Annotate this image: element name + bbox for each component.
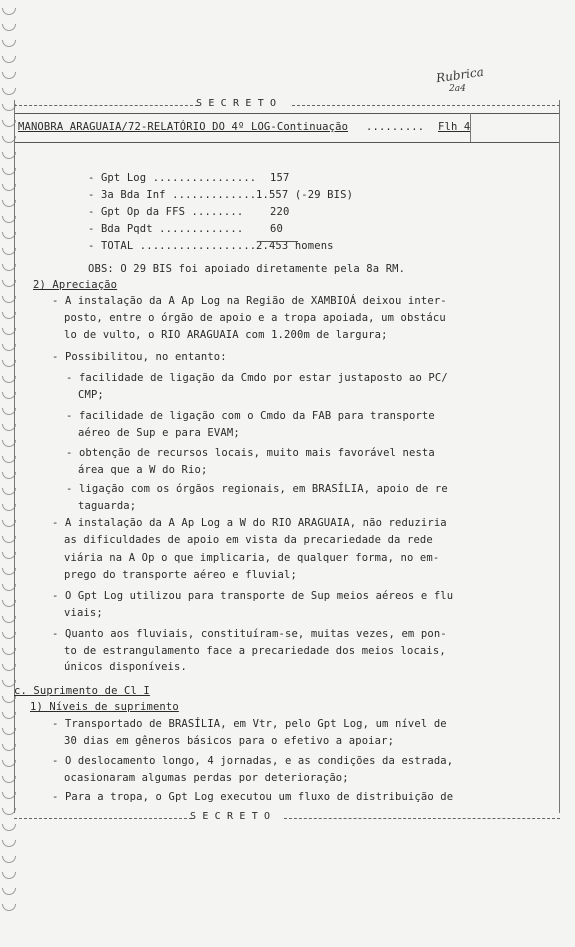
total-underline: [258, 241, 298, 242]
body-text-line: - facilidade de ligação com o Cmdo da FAB para transporte: [66, 410, 435, 422]
body-text-line: - Para a tropa, o Gpt Log executou um fluxo de distribuição de: [52, 791, 454, 803]
body-text-line: - obtenção de recursos locais, muito mais favorável nesta: [66, 447, 435, 459]
frame-left-rule: [14, 100, 15, 813]
body-text-line: - O deslocamento longo, 4 jornadas, e as condições da estrada,: [52, 755, 454, 767]
handwritten-note: 2a4: [449, 84, 466, 94]
subheading-niveis: 1) Níveis de suprimento: [30, 701, 179, 713]
secret-label-bottom: S E C R E T O: [190, 811, 271, 822]
body-text-line: CMP;: [78, 389, 104, 401]
obs-note: OBS: O 29 BIS foi apoiado diretamente pela 8a RM.: [88, 263, 406, 275]
body-text-line: 30 dias em gêneros básicos para o efetivo a apoiar;: [64, 735, 395, 747]
body-text-line: lo de vulto, o RIO ARAGUAIA com 1.200m de largura;: [64, 329, 388, 341]
secret-rule-left: [14, 105, 198, 106]
secret-rule-bottom-right: [284, 818, 560, 819]
binder-hole-icon: [2, 8, 16, 15]
binder-hole-icon: [2, 24, 16, 31]
secret-rule-bottom-left: [14, 818, 192, 819]
binder-hole-icon: [2, 56, 16, 63]
body-text-line: - Quanto aos fluviais, constituíram-se, muitas vezes, em pon-: [52, 628, 447, 640]
body-text-line: - A instalação da A Ap Log na Região de XAMBIOÁ deixou inter-: [52, 295, 447, 307]
body-text-line: - ligação com os órgãos regionais, em BRASÍLIA, apoio de re: [66, 483, 448, 495]
body-text-line: - Possibilitou, no entanto:: [52, 351, 227, 363]
effective-value: 60: [270, 223, 283, 235]
body-text-line: to de estrangulamento face a precariedade dos meios locais,: [64, 645, 446, 657]
effective-label: - TOTAL ..................: [88, 240, 257, 252]
effective-value: 220: [270, 206, 290, 218]
secret-rule-right: [292, 105, 560, 106]
frame-right-rule: [559, 100, 560, 813]
section-heading-suprimento: c. Suprimento de Cl I: [14, 685, 150, 697]
effective-label: - Gpt Op da FFS ........: [88, 206, 244, 218]
header-top-rule: [14, 113, 559, 114]
body-text-line: área que a W do Rio;: [78, 464, 208, 476]
body-text-line: posto, entre o órgão de apoio e a tropa apoiada, um obstácu: [64, 312, 446, 324]
binder-hole-icon: [2, 72, 16, 79]
binder-hole-icon: [2, 824, 16, 831]
folio-number: Flh 4: [438, 121, 471, 133]
binder-hole-icon: [2, 40, 16, 47]
body-text-line: aéreo de Sup e para EVAM;: [78, 427, 240, 439]
body-text-line: - facilidade de ligação da Cmdo por estar justaposto ao PC/: [66, 372, 448, 384]
body-text-line: únicos disponíveis.: [64, 661, 187, 673]
effective-value: 157: [270, 172, 290, 184]
effective-label: - 3a Bda Inf .............: [88, 189, 257, 201]
body-text-line: as dificuldades de apoio em vista da precariedade da rede: [64, 534, 433, 546]
header-bottom-rule: [14, 142, 559, 143]
body-text-line: viária na A Op o que implicaria, de qualquer forma, no em-: [64, 552, 440, 564]
body-text-line: ocasionaram algumas perdas por deterioração;: [64, 772, 349, 784]
body-text-line: - O Gpt Log utilizou para transporte de Sup meios aéreos e flu: [52, 590, 454, 602]
secret-label-top: S E C R E T O: [196, 98, 277, 109]
body-text-line: - Transportado de BRASÍLIA, em Vtr, pelo Gpt Log, um nível de: [52, 718, 447, 730]
binder-hole-icon: [2, 856, 16, 863]
effective-value: 2.453 homens: [256, 240, 334, 252]
section-heading-apreciacao: 2) Apreciação: [33, 279, 118, 291]
body-text-line: - A instalação da A Ap Log a W do RIO ARAGUAIA, não reduziria: [52, 517, 447, 529]
binder-hole-icon: [2, 840, 16, 847]
handwritten-signature: Rubrica: [435, 64, 485, 86]
binder-hole-icon: [2, 88, 16, 95]
binder-hole-icon: [2, 904, 16, 911]
effective-label: - Gpt Log ................: [88, 172, 257, 184]
binder-hole-icon: [2, 872, 16, 879]
body-text-line: taguarda;: [78, 500, 137, 512]
title-leader: .........: [366, 121, 425, 133]
folio-divider: [470, 113, 471, 142]
binder-holes: [2, 8, 18, 908]
body-text-line: prego do transporte aéreo e fluvial;: [64, 569, 297, 581]
effective-label: - Bda Pqdt .............: [88, 223, 244, 235]
document-title: MANOBRA ARAGUAIA/72-RELATÓRIO DO 4º LOG-Continuação: [18, 121, 349, 133]
binder-hole-icon: [2, 888, 16, 895]
body-text-line: viais;: [64, 607, 103, 619]
effective-value: 1.557 (-29 BIS): [256, 189, 354, 201]
